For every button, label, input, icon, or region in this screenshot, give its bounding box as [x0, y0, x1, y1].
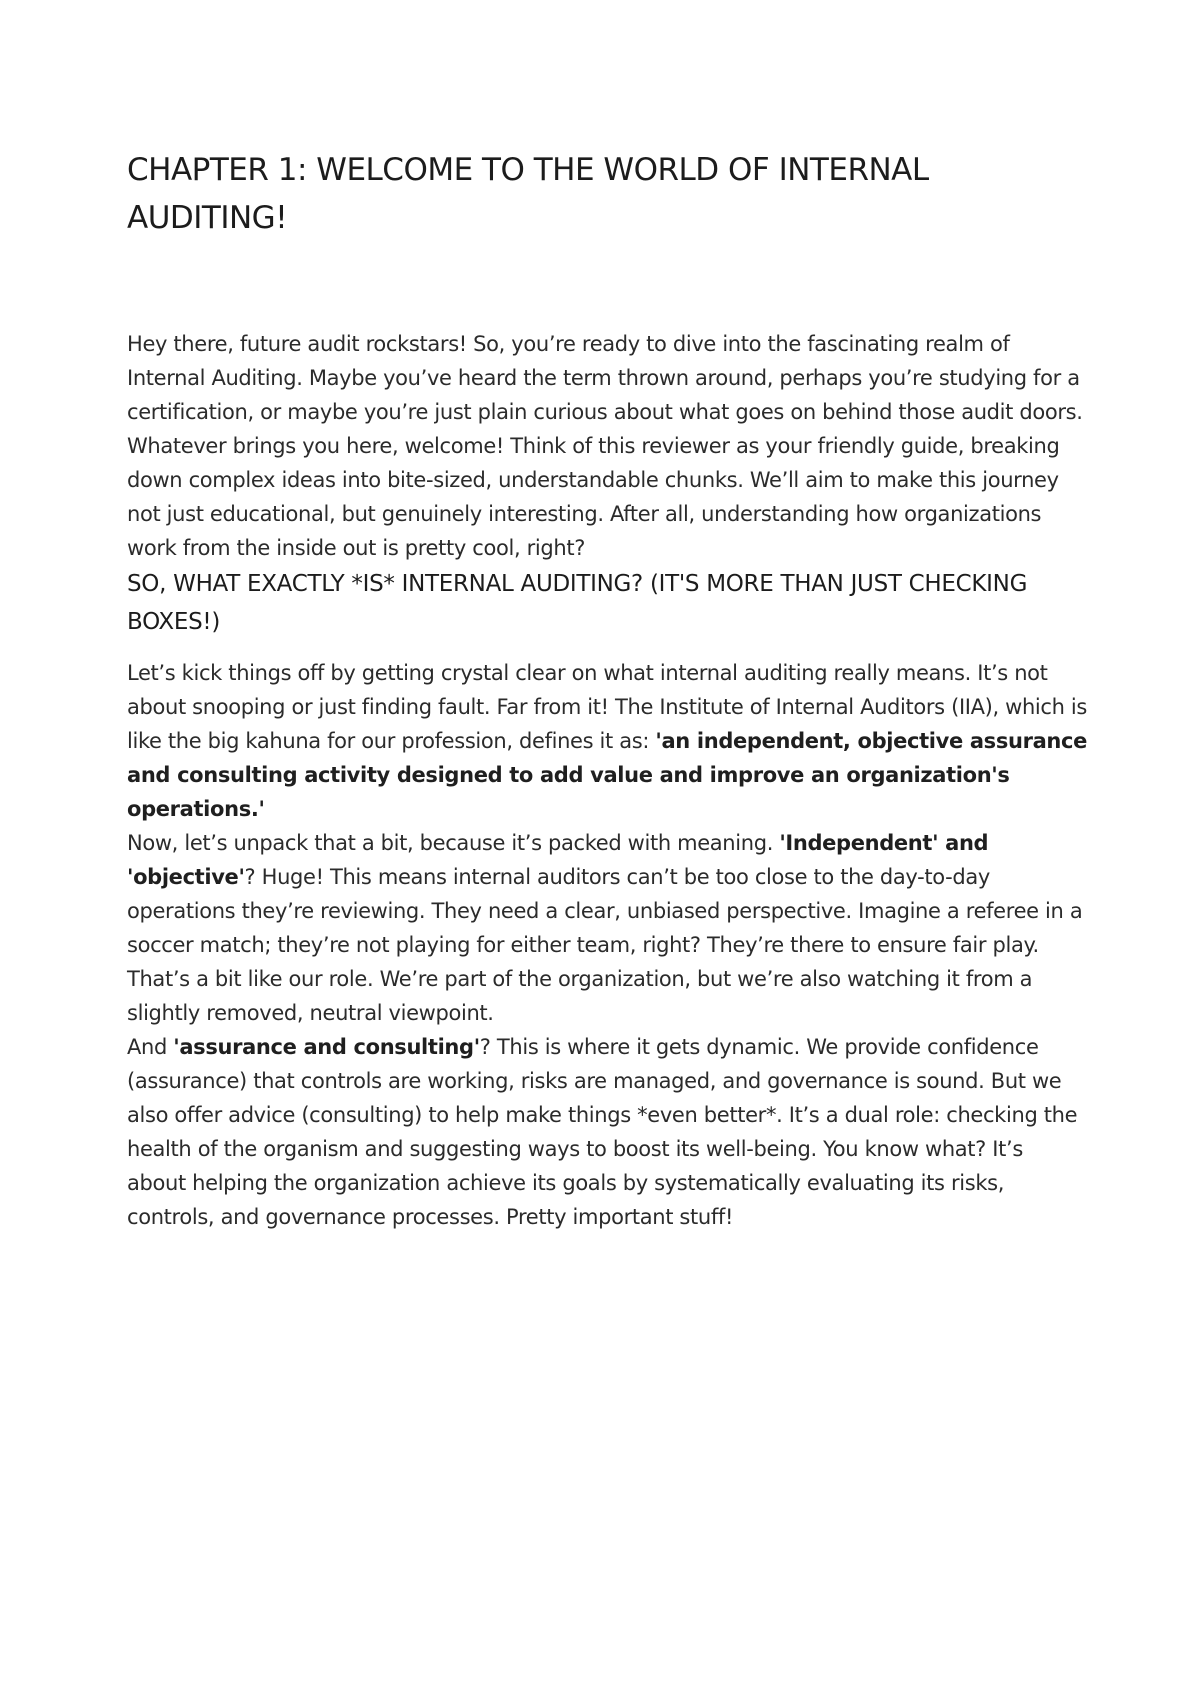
section-heading: SO, WHAT EXACTLY *IS* INTERNAL AUDITING? (IT'S MORE THAN JUST CHECKING BOXES!): [127, 571, 1028, 635]
definition-lead-text: Let’s kick things off by getting crystal clear on what internal auditing really means. It’s not about snooping or just finding fault. Far from it! The Institute of Internal Auditors (IIA), which is like the big kahuna for our profession, defines it as:: [127, 661, 1087, 753]
document-page: [127, 146, 1087, 1234]
assurance-consulting-term: 'assurance and consulting': [173, 1035, 480, 1059]
iia-definition-quote: 'an independent, objective assurance and consulting activity designed to add value and improve an organization's operations.': [127, 729, 1087, 821]
independent-objective-term: 'Independent' and 'objective': [127, 831, 989, 889]
assurance-lead-text: And: [127, 1035, 174, 1059]
unpack-rest-text: ? Huge! This means internal auditors can’t be too close to the day-to-day operations they’re reviewing. They need a clear, unbiased perspective. Imagine a referee in a soccer match; they’re not playing for either team, right? They’re there to ensure fair play. That’s a bit like our role. We’re part of the organization, but we’re also watching it from a slightly removed, neutral viewpoint.: [127, 865, 1083, 1025]
unpack-lead-text: Now, let’s unpack that a bit, because it’s packed with meaning.: [127, 831, 780, 855]
assurance-rest-text: ? This is where it gets dynamic. We provide confidence (assurance) that controls are working, risks are managed, and governance is sound. But we also offer advice (consulting) to help make things *even better*. It’s a dual role: checking the health of the organism and suggesting ways to boost its well-being. You know what? It’s about helping the organization achieve its goals by systematically evaluating its risks, controls, and governance processes. Pretty important stuff!: [127, 1035, 1078, 1229]
assurance-paragraph: [127, 1030, 1087, 1234]
unpack-paragraph: [127, 826, 1087, 1030]
chapter-title: CHAPTER 1: WELCOME TO THE WORLD OF INTERNAL AUDITING!: [127, 152, 929, 236]
definition-paragraph: [127, 656, 1087, 826]
intro-paragraph: Hey there, future audit rockstars! So, you’re ready to dive into the fascinating realm of Internal Auditing. Maybe you’ve heard the term thrown around, perhaps you’re studying for a certification, or maybe you’re just plain curious about what goes on behind those audit doors. Whatever brings you here, welcome! Think of this reviewer as your friendly guide, breaking down complex ideas into bite-sized, understandable chunks. We’ll aim to make this journey not just educational, but genuinely interesting. After all, understanding how organizations work from the inside out is pretty cool, right?: [127, 332, 1083, 560]
